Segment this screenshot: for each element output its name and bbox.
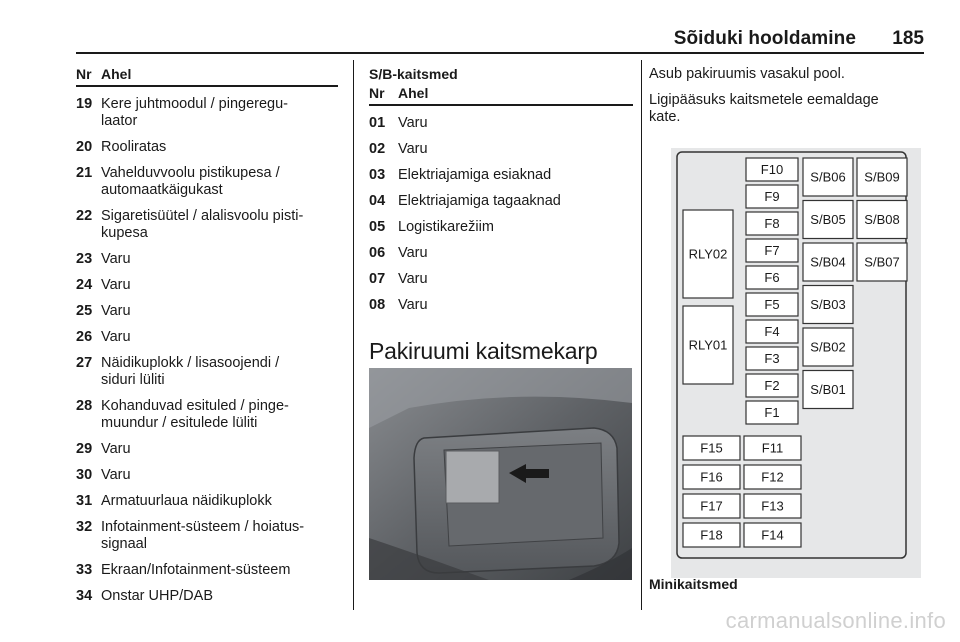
fuse-label: F17 [700,498,723,514]
fuse-f [746,293,798,316]
header-ahel: Ahel [101,66,132,82]
fuse-f [744,494,801,518]
section-title: Pakiruumi kaitsmekarp [369,338,598,364]
fuse-label: F9 [764,189,780,204]
fuse-f [746,320,798,343]
fuse-label: F5 [764,297,780,312]
fuse-f [744,523,801,547]
row-text: Ekraan/Infotainment-süsteem [101,562,291,578]
header-nr: Nr [369,85,385,101]
fuse-label: S/B09 [864,169,900,185]
table-row [76,329,338,346]
fuse-f [746,374,798,397]
table-row [369,271,633,288]
fuse-sb [803,371,853,409]
row-text: Varu [398,271,428,287]
table-row [76,96,338,130]
row-number: 25 [76,303,93,319]
table-row [369,167,633,184]
fuse-label: F8 [764,216,780,231]
fuse-f [683,465,740,489]
row-number: 32 [76,519,93,535]
fuse-sb [803,158,853,196]
row-number: 28 [76,398,93,414]
header-nr: Nr [76,66,92,82]
fuse-label: F3 [764,351,780,366]
row-text: Varu [101,251,131,267]
row-number: 30 [76,467,93,483]
location-paragraph: Asub pakiruumis vasakul pool. [649,66,845,82]
row-text: Elektriajamiga esiaknad [398,167,552,183]
row-number: 06 [369,245,386,261]
row-number: 26 [76,329,93,345]
fuse-label: F11 [761,440,784,456]
row-number: 19 [76,96,93,112]
row-number: 21 [76,165,93,181]
fuse-f [746,239,798,262]
fuse-f [746,347,798,370]
row-text: Varu [398,297,428,313]
page-header [76,28,924,50]
fuse-label: F4 [764,324,780,339]
table-row [76,493,338,510]
table-row [369,297,633,314]
row-text: Varu [398,115,428,131]
row-text: Armatuurlaua näidikuplokk [101,493,272,509]
table-row [369,141,633,158]
column-divider [353,60,354,610]
fuse-label: S/B04 [810,254,846,270]
fusebox-diagram [671,148,921,578]
row-number: 23 [76,251,93,267]
table-header [76,66,338,87]
header-rule [76,52,924,54]
row-number: 08 [369,297,386,313]
fuse-label: S/B07 [864,254,900,270]
table-row [76,519,338,553]
table-row [76,139,338,156]
fuse-f [746,401,798,424]
fuse-label: F12 [761,469,784,485]
fuse-f [744,465,801,489]
table-row [76,441,338,458]
fuse-label: S/B01 [810,382,846,397]
row-text: Sigaretisüütel / alalisvoolu pisti- kupesa [101,208,304,241]
fuse-label: S/B08 [864,212,900,227]
row-text: Näidikuplokk / lisasoojendi / siduri lüliti [101,355,280,388]
sb-fuse-column [369,66,633,368]
table-header [369,85,633,106]
fuse-sb [857,201,907,239]
access-paragraph: Ligipääsuks kaitsmetele eemaldage kate. [649,92,879,125]
fuse-label: F18 [700,527,723,543]
fuse-label: F10 [760,162,784,177]
table-row [76,208,338,242]
fuse-sb [803,286,853,324]
row-text: Infotainment-süsteem / hoiatus- signaal [101,519,305,552]
relay [683,210,733,298]
table-row [76,251,338,268]
table-row [76,303,338,320]
row-number: 27 [76,355,93,371]
row-number: 22 [76,208,93,224]
fuse-label: S/B05 [810,212,846,227]
fuse-label: RLY01 [688,337,728,353]
fuse-f [746,266,798,289]
row-number: 04 [369,193,386,209]
row-text: Varu [398,141,428,157]
row-text: Vahelduvvoolu pistikupesa / automaatkäigukast [101,165,280,198]
column-divider [641,60,642,610]
fuse-f [746,185,798,208]
fuse-label: S/B02 [810,339,846,355]
fuse-label: F16 [700,469,723,485]
fuse-sb [857,243,907,281]
row-number: 03 [369,167,386,183]
row-text: Rooliratas [101,139,167,155]
table-row [76,165,338,199]
row-text: Onstar UHP/DAB [101,588,213,604]
fuse-label: F6 [764,270,780,285]
fuse-label: S/B03 [810,297,846,312]
page-title: Sõiduki hooldamine [673,28,856,49]
table-row [76,398,338,432]
trunk-fusebox-column [649,66,929,543]
table-row [76,467,338,484]
fusebox-svg [671,148,921,578]
row-number: 34 [76,588,93,604]
row-number: 24 [76,277,93,293]
row-text: Varu [101,303,131,319]
row-text: Varu [101,329,131,345]
header-ahel: Ahel [398,85,429,101]
table-body [76,96,338,605]
table-row [76,277,338,294]
mini-fuses-heading: Minikaitsmed [649,576,738,592]
fuse-table-1 [76,66,338,605]
fuse-sb [857,158,907,196]
row-text: Kohanduvad esituled / pinge- muundur / esitulede lüliti [101,398,289,431]
table-body [369,115,633,314]
fuse-label: RLY02 [688,246,728,262]
fuse-sb [803,201,853,239]
row-number: 07 [369,271,386,287]
table-row [369,193,633,210]
sb-table-title: S/B-kaitsmed [369,66,458,82]
row-text: Varu [101,277,131,293]
fuse-label: F13 [761,498,784,514]
relay [683,306,733,384]
table-row [369,219,633,236]
table-row [369,115,633,132]
fuse-label: F14 [761,527,784,543]
row-number: 02 [369,141,386,157]
fuse-label: F7 [764,243,780,258]
row-text: Varu [101,467,131,483]
trunk-photo [369,368,632,580]
fuse-label: S/B06 [810,169,846,185]
table-row [76,588,338,605]
fuse-label: F1 [764,405,780,420]
fuse-f [683,494,740,518]
watermark: carmanualsonline.info [725,608,946,633]
fuse-f [683,436,740,460]
page-number: 185 [892,28,924,49]
row-text: Varu [101,441,131,457]
fuse-f [746,158,798,181]
row-text: Varu [398,245,428,261]
row-text: Kere juhtmoodul / pingeregu- laator [101,96,289,129]
row-number: 01 [369,115,386,131]
fuse-label: F2 [764,378,780,393]
trunk-photo-illustration [369,368,632,580]
row-text: Logistikarežiim [398,219,494,235]
row-number: 29 [76,441,93,457]
table-row [369,245,633,262]
table-row [76,355,338,389]
table-row [76,562,338,579]
row-text: Elektriajamiga tagaaknad [398,193,561,209]
row-number: 31 [76,493,93,509]
row-number: 33 [76,562,93,578]
fuse-f [746,212,798,235]
fuse-sb [803,328,853,366]
fuse-f [683,523,740,547]
row-number: 05 [369,219,386,235]
fuse-label: F15 [700,440,723,456]
fuse-sb [803,243,853,281]
fuse-f [744,436,801,460]
row-number: 20 [76,139,93,155]
